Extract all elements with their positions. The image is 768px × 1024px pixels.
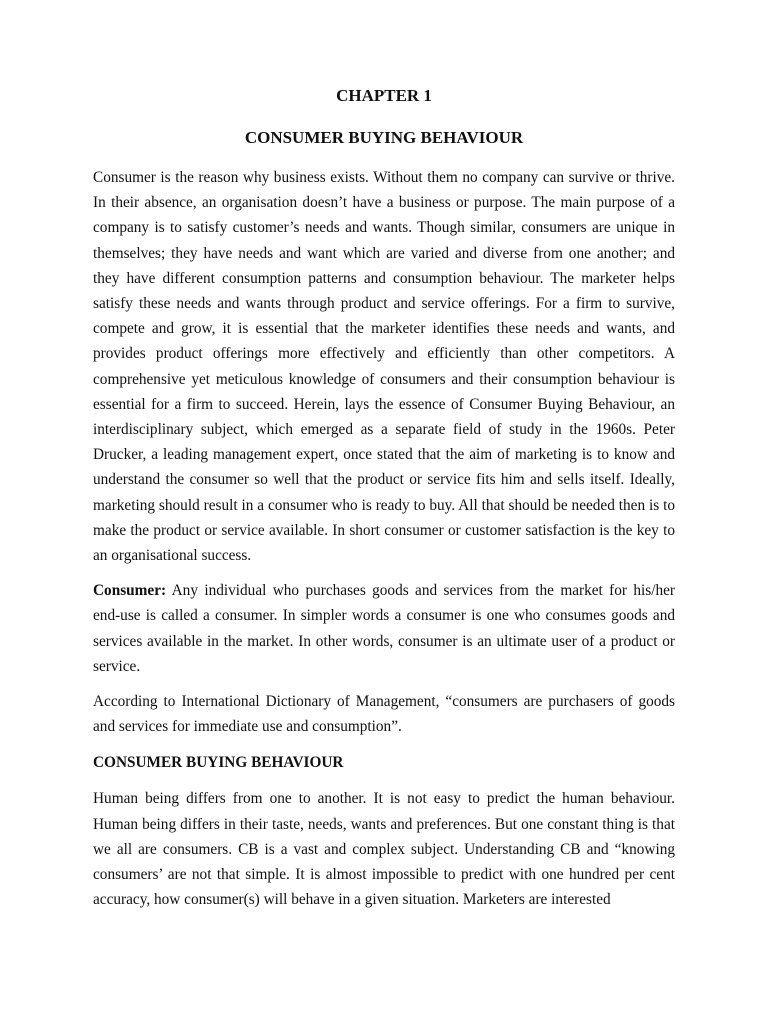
consumer-definition-text: Any individual who purchases goods and services from the market for his/her end-use is called a consumer. In simpler words a consumer is one who consumes goods and services available in the market. In other words, consumer is an ultimate user of a product or service.	[93, 582, 675, 675]
chapter-subtitle: CONSUMER BUYING BEHAVIOUR	[244, 128, 524, 147]
document-page	[93, 84, 675, 912]
chapter-title: CHAPTER 1	[336, 86, 432, 105]
consumer-term: Consumer:	[93, 582, 167, 600]
consumer-definition-paragraph	[93, 578, 675, 679]
intro-paragraph: Consumer is the reason why business exists. Without them no company can survive or thrive. In their absence, an organisation doesn’t have a business or purpose. The main purpose of a company is to satisfy customer’s needs and wants. Though similar, consumers are unique in themselves; they have needs and want which are varied and diverse from one another; and they have different consumption patterns and consumption behaviour. The marketer helps satisfy these needs and wants through product and service offerings. For a firm to survive, compete and grow, it is essential that the marketer identifies these needs and wants, and provides product offerings more effectively and efficiently than other competitors. A comprehensive yet meticulous knowledge of consumers and their consumption behaviour is essential for a firm to succeed. Herein, lays the essence of Consumer Buying Behaviour, an interdisciplinary subject, which emerged as a separate field of study in the 1960s. Peter Drucker, a leading management expert, once stated that the aim of marketing is to know and understand the consumer so well that the product or service fits him and sells itself. Ideally, marketing should result in a consumer who is ready to buy. All that should be needed then is to make the product or service available. In short consumer or customer satisfaction is the key to an organisational success.	[93, 169, 675, 565]
section-heading: CONSUMER BUYING BEHAVIOUR	[93, 754, 344, 772]
consumer-behaviour-paragraph: Human being differs from one to another. It is not easy to predict the human behaviour. Human being differs in their taste, needs, wants and preferences. But one constant thing is that we all are consumers. CB is a vast and complex subject. Understanding CB and “knowing consumers’ are not that simple. It is almost impossible to predict with one hundred per cent accuracy, how consumer(s) will behave in a given situation. Marketers are interested	[93, 790, 675, 909]
dictionary-quote-paragraph: According to International Dictionary of Management, “consumers are purchasers of goods and services for immediate use and consumption”.	[93, 693, 675, 736]
